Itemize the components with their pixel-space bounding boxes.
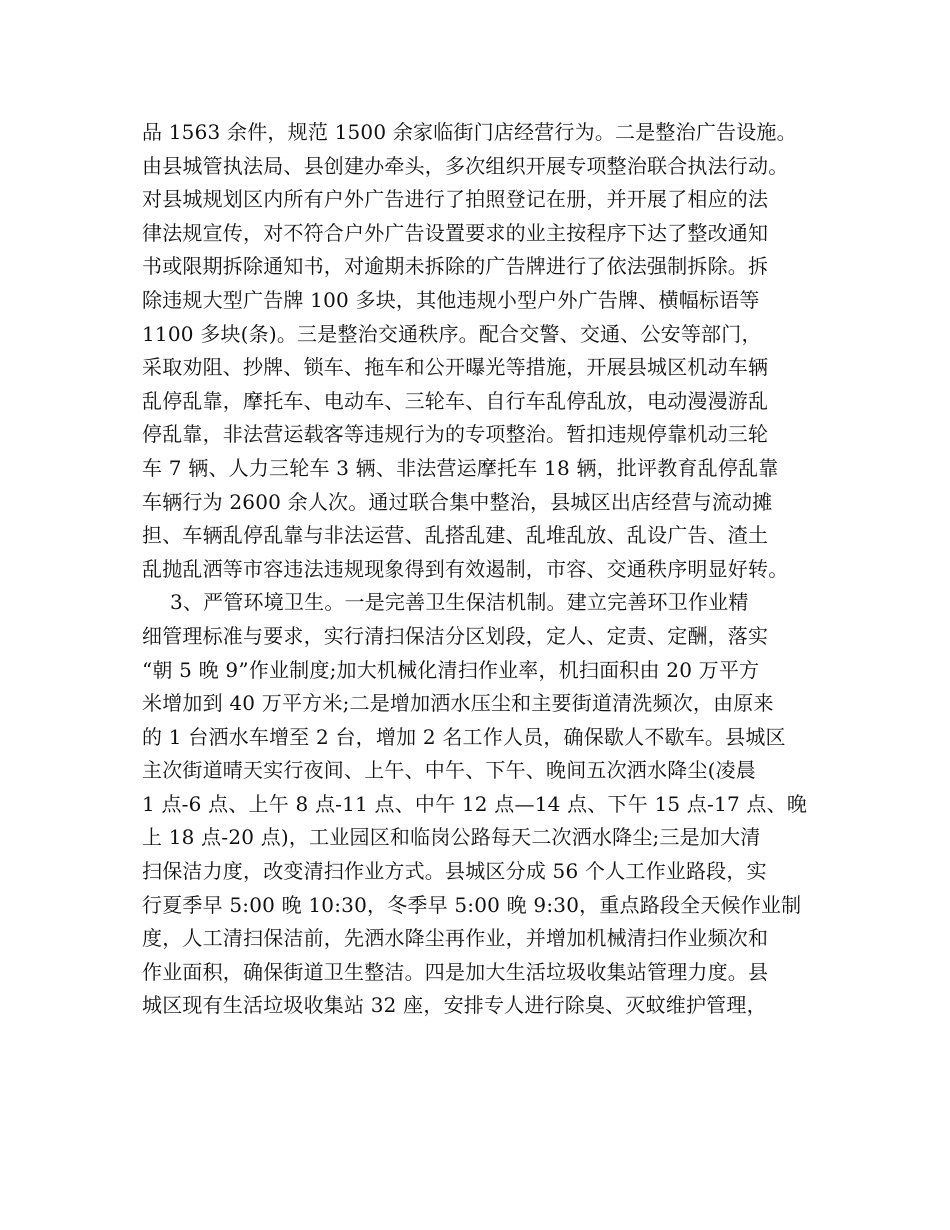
text-line: 车辆行为 2600 余人次。通过联合集中整治，县城区出店经营与流动摊 (142, 489, 773, 514)
text-line: 作业面积，确保街道卫生整洁。四是加大生活垃圾收集站管理力度。县 (142, 959, 769, 984)
text-line: 行夏季早 5:00 晚 10:30，冬季早 5:00 晚 9:30，重点路段全天候作业制 (142, 892, 802, 917)
section-heading-line: 3、严管环境卫生。一是完善卫生保洁机制。建立完善环卫作业精 (170, 590, 749, 615)
text-line: 采取劝阻、抄牌、锁车、拖车和公开曝光等措施，开展县城区机动车辆 (142, 355, 769, 380)
text-line: 除违规大型广告牌 100 多块，其他违规小型户外广告牌、横幅标语等 (142, 287, 760, 312)
text-line: 主次街道晴天实行夜间、上午、中午、下午、晚间五次洒水降尘(凌晨 (142, 758, 757, 783)
text-line: 扫保洁力度，改变清扫作业方式。县城区分成 56 个人工作业路段，实 (142, 859, 767, 884)
text-line: 度，人工清扫保洁前，先洒水降尘再作业，并增加机械清扫作业频次和 (142, 926, 769, 951)
text-line: 1 点-6 点、上午 8 点-11 点、中午 12 点—14 点、下午 15 点-17 点、晚 (142, 791, 808, 816)
text-line: 的 1 台洒水车增至 2 台，增加 2 名工作人员，确保歇人不歇车。县城区 (142, 724, 786, 749)
body-text (142, 116, 832, 1023)
text-line: 乱停乱靠，摩托车、电动车、三轮车、自行车乱停乱放，电动漫漫游乱 (142, 388, 769, 413)
text-line: 城区现有生活垃圾收集站 32 座，安排专人进行除臭、灭蚊维护管理， (142, 993, 767, 1018)
text-line: 1100 多块(条)。三是整治交通秩序。配合交警、交通、公安等部门， (142, 321, 762, 346)
text-line: 上 18 点-20 点)，工业园区和临岗公路每天二次洒水降尘;三是加大清 (142, 825, 761, 850)
text-line: 细管理标准与要求，实行清扫保洁分区划段，定人、定责、定酬，落实 (142, 623, 769, 648)
text-line: 担、车辆乱停乱靠与非法运营、乱搭乱建、乱堆乱放、乱设广告、渣土 (142, 523, 769, 548)
text-line: 律法规宣传，对不符合户外广告设置要求的业主按程序下达了整改通知 (142, 220, 769, 245)
text-line: 由县城管执法局、县创建办牵头，多次组织开展专项整治联合执法行动。 (142, 153, 789, 178)
text-line: 乱抛乱洒等市容违法违规现象得到有效遏制，市容、交通秩序明显好转。 (142, 556, 789, 581)
text-line: 车 7 辆、人力三轮车 3 辆、非法营运摩托车 18 辆，批评教育乱停乱靠 (142, 455, 779, 480)
text-line: “朝 5 晚 9”作业制度;加大机械化清扫作业率，机扫面积由 20 万平方 (142, 657, 760, 682)
text-line: 米增加到 40 万平方米;二是增加洒水压尘和主要街道清洗频次，由原来 (142, 691, 774, 716)
text-line: 品 1563 余件，规范 1500 余家临街门店经营行为。二是整治广告设施。 (142, 120, 797, 144)
text-line: 停乱靠，非法营运载客等违规行为的专项整治。暂扣违规停靠机动三轮 (142, 422, 769, 447)
text-line: 对县城规划区内所有户外广告进行了拍照登记在册，并开展了相应的法 (142, 187, 769, 212)
text-line: 书或限期拆除通知书，对逾期未拆除的广告牌进行了依法强制拆除。拆 (142, 254, 769, 279)
